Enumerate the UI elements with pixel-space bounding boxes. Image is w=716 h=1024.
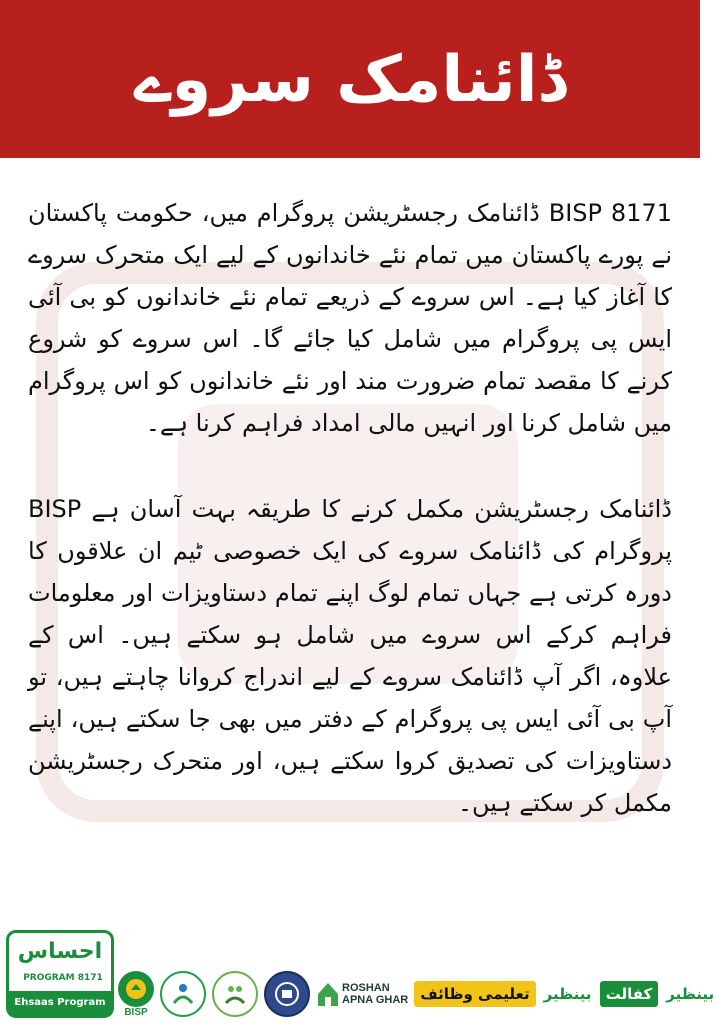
bisp-label: BISP bbox=[124, 1006, 148, 1018]
roshan-label: ROSHAN bbox=[342, 982, 390, 994]
people-circle-icon bbox=[160, 971, 206, 1017]
header-banner bbox=[0, 0, 700, 158]
bisp-emblem-icon bbox=[118, 971, 154, 1007]
bisp-logo bbox=[118, 971, 154, 1018]
ehsaas-logo bbox=[6, 930, 114, 1018]
ehsaas-program-text: PROGRAM 8171 bbox=[23, 973, 103, 983]
family-circle-icon bbox=[212, 971, 258, 1017]
apna-ghar-label: APNA GHAR bbox=[342, 994, 409, 1006]
paragraph-method: ڈائنامک رجسٹریشن مکمل کرنے کا طریقہ بہت آسان ہے BISP پروگرام کی ڈائنامک سروے کی ایک خصوصی ٹیم ان علاقوں کا دورہ کرتی ہے جہاں تمام لوگ اپنے تمام دستاویزات اور معلومات فراہم کرکے اس سروے میں شامل ہو سکتے ہیں۔ اس کے علاوہ، اگر آپ ڈائنامک سروے کے لیے اندراج کروانا چاہتے ہیں، تو آپ بی آئی ایس پی پروگرام کے دفتر میں بھی جا سکتے ہیں، اپنے دستاویزات کی تصدیق کروا سکتے ہیں، اور متحرک رجسٹریشن مکمل کر سکتے ہیں۔ bbox=[28, 495, 672, 817]
government-seal-icon bbox=[264, 971, 310, 1017]
benazir-label-1: بینظیر bbox=[542, 981, 594, 1007]
page-title: ڈائنامک سروے bbox=[133, 42, 567, 117]
roshan-apna-ghar-logo bbox=[316, 980, 408, 1008]
taleemi-wazaif-badge: تعلیمی وظائف bbox=[414, 981, 535, 1007]
ehsaas-urdu-text: احساس bbox=[17, 939, 103, 964]
house-icon bbox=[316, 980, 340, 1008]
footer-logos bbox=[0, 924, 715, 1024]
benazir-label-2: بینظیر bbox=[664, 981, 716, 1007]
article-body bbox=[28, 192, 672, 868]
ehsaas-label: Ehsaas Program bbox=[9, 991, 111, 1015]
kafalat-badge: کفالت bbox=[600, 981, 659, 1007]
partner-logo-row bbox=[118, 968, 715, 1020]
paragraph-intro: BISP 8171 ڈائنامک رجسٹریشن پروگرام میں، حکومت پاکستان نے پورے پاکستان میں تمام نئے خاندانوں کے لیے ایک متحرک سروے کا آغاز کیا ہے۔ اس سروے کے ذریعے تمام نئے خاندانوں کو بی آئی ایس پی پروگرام میں شامل کیا جائے گا۔ اس سروے کو شروع کرنے کا مقصد تمام ضرورت مند اور نئے خاندانوں کو اس پروگرام میں شامل کرنا اور انہیں مالی امداد فراہم کرنا ہے۔ bbox=[28, 199, 672, 437]
